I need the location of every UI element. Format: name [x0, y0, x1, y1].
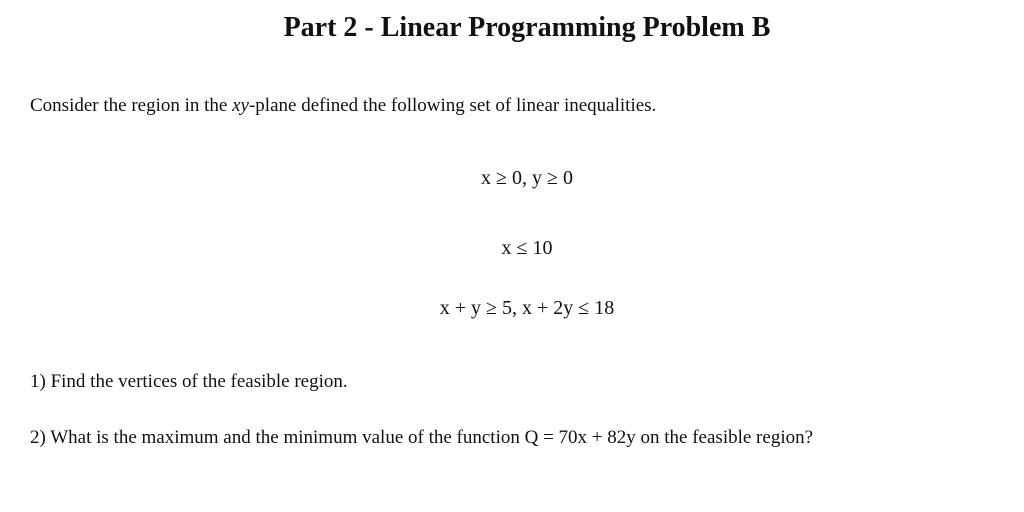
intro-paragraph	[30, 94, 656, 118]
question-2-text-before: 2) What is the maximum and the minimum value of the function	[30, 427, 525, 448]
question-1: 1) Find the vertices of the feasible region.	[30, 371, 348, 392]
intro-text-after: -plane defined the following set of linear inequalities.	[248, 95, 657, 116]
intro-variable: xy	[232, 95, 249, 116]
page-title: Part 2 - Linear Programming Problem B	[283, 12, 771, 43]
objective-function: Q = 70x + 82y	[524, 427, 636, 448]
question-2-text-after: on the feasible region?	[635, 427, 814, 448]
question-2	[30, 426, 813, 450]
inequality-nonnegativity: x ≥ 0, y ≥ 0	[481, 167, 573, 189]
inequality-x-bound: x ≤ 10	[501, 237, 553, 259]
inequality-constraints: x + y ≥ 5, x + 2y ≤ 18	[439, 297, 615, 319]
intro-text-before: Consider the region in the	[30, 95, 233, 116]
